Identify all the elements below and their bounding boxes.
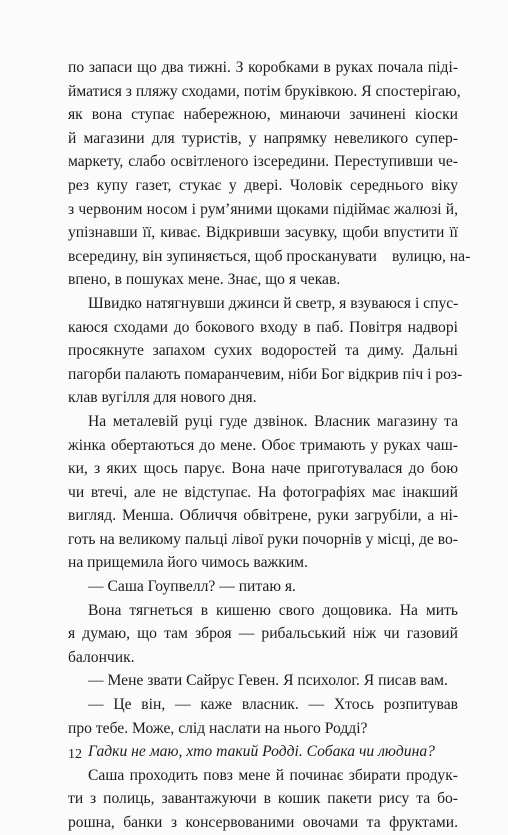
text-line: — Саша Гоупвелл? — питаю я.: [88, 578, 296, 596]
page-number: 12: [68, 747, 82, 762]
text-line: Швидко натягнувши джинси й светр, я взуваюся і спус-: [88, 294, 459, 312]
text-line: про тебе. Може, слід наслати на нього Родді?: [68, 719, 368, 737]
text-line: рошна, банки з консервованими овочами та фруктами.: [68, 814, 458, 831]
text-line: маркету, слабо освітленого ізсередини. Переступивши че-: [68, 153, 458, 171]
text-line: жінка обертаються до мене. Обоє тримають у руках чаш-: [68, 436, 458, 454]
text-line: я думаю, що там зброя — рибальський ніж чи газовий: [68, 625, 458, 643]
text-line: — Це він, — каже власник. — Хтось розпитував: [88, 696, 458, 714]
text-line: ки, з яких щось парує. Вона наче приготувалася до бою: [68, 460, 458, 478]
text-line: чи втечі, але не відступає. На фотографіях має інакший: [68, 483, 458, 501]
text-line: клав вугілля для нового дня.: [68, 389, 257, 407]
text-line: Саша проходить повз мене й починає збирати продук-: [88, 766, 458, 784]
text-line: як вона ступає набережною, минаючи зачинені кіоски: [68, 106, 458, 124]
text-line: готь на великому пальці лівої руки почорнів у місці, де во-: [68, 530, 458, 548]
text-line-italic: Гадки не маю, хто такий Родді. Собака чи людина?: [88, 743, 435, 761]
text-line: просякнуте запахом сухих водоростей та диму. Дальні: [68, 342, 458, 360]
text-line: йматися з пляжу сходами, потім бруківкою. Я спостерігаю,: [68, 82, 461, 100]
text-line: ти з полиць, завантажуючи в кошик пакети рису та бо-: [68, 790, 458, 808]
text-line: й магазини для туристів, у напрямку невеликого супер-: [68, 129, 458, 147]
text-line: пагорби палають помаранчевим, ніби Бог відкрив піч і роз-: [68, 365, 463, 383]
text-line: з червоним носом і рум’яними щоками підіймає жалюзі й,: [68, 200, 458, 218]
book-page-text: [68, 56, 471, 835]
text-line: рез купу газет, стукає у двері. Чоловік середнього віку: [68, 176, 458, 194]
text-line: вигляд. Менша. Обличчя обвітрене, руки загрубіли, а ні-: [68, 507, 458, 525]
text-line: всередину, він зупиняється, щоб проскануватиᅟвулицю, на-: [68, 247, 471, 265]
text-line: Вона тягнеться в кишеню свого дощовика. На мить: [88, 601, 458, 619]
text-line: впено, в пошуках мене. Знає, що я чекав.: [68, 271, 341, 289]
text-line: упізнавши її, киває. Відкривши засувку, щоби впустити її: [68, 224, 458, 242]
text-line: балончик.: [68, 648, 135, 666]
text-line: по запаси що два тижні. З коробками в руках почала піді-: [68, 59, 458, 76]
text-line: на прищемила його чимось важким.: [68, 554, 308, 572]
text-line: На металевій руці гуде дзвінок. Власник магазину та: [88, 412, 458, 430]
text-line: каюся сходами до бокового входу в паб. Повітря надворі: [68, 318, 458, 336]
text-line: — Мене звати Сайрус Гевен. Я психолог. Я писав вам.: [88, 672, 448, 690]
